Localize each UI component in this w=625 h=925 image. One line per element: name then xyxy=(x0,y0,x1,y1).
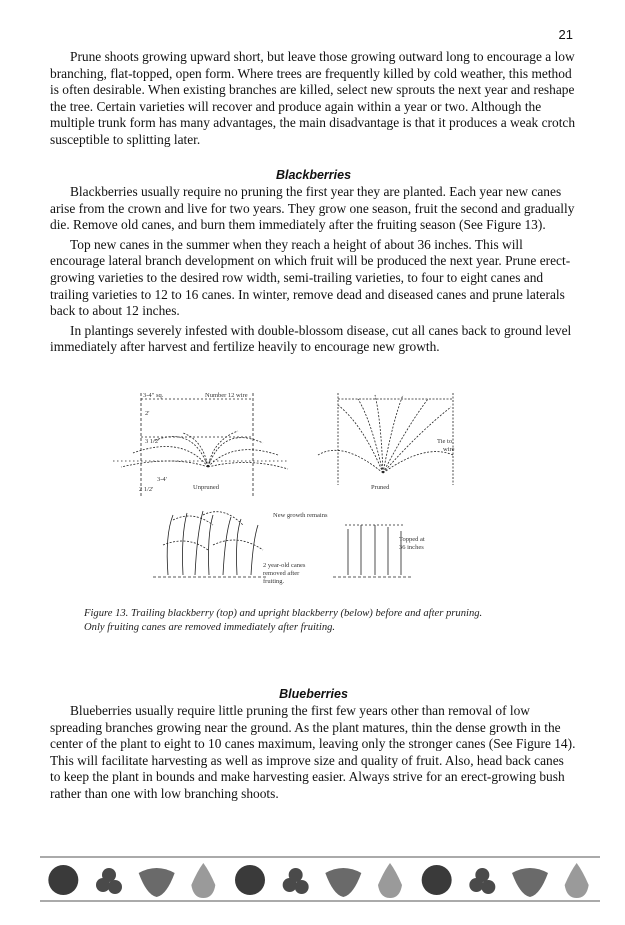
label-dim-2-5: 2 1/2' xyxy=(139,486,154,493)
pear-icon xyxy=(191,863,215,898)
label-topped-1: Topped at xyxy=(399,536,425,543)
strawberry-icon xyxy=(325,868,361,897)
cherries-icon xyxy=(96,868,122,894)
upright-pruned-plant xyxy=(333,525,413,577)
intro-paragraph: Prune shoots growing upward short, but leave those growing outward long to encourage a low branching, flat-topped, open form. Where trees are frequently killed by cold weather, this method is often desirable. When existing branches are killed, select new sprouts the next year and reshape the tree. Certain varieties will recover and produce again within a year or two. Although the multiple trunk form has many advantages, the main disadvantage is that it produces a weak crotch susceptible to splitting later. xyxy=(50,49,576,147)
apple-icon xyxy=(48,865,78,895)
label-dim-2: 2' xyxy=(145,410,150,417)
page-number: 21 xyxy=(558,27,573,42)
label-dim-3-4: 3-4' xyxy=(157,476,167,483)
upright-unpruned-plant xyxy=(153,511,268,577)
apple-icon xyxy=(422,865,452,895)
caption-line-1: Figure 13. Trailing blackberry (top) and upright blackberry (below) before and after pruning. xyxy=(84,608,483,619)
label-new-growth: New growth remains xyxy=(273,512,328,519)
label-tie-wire: wire xyxy=(443,446,455,453)
strawberry-icon xyxy=(512,868,548,897)
blueberries-heading: Blueberries xyxy=(279,687,348,701)
blueberries-text xyxy=(50,703,577,803)
label-unpruned: Unpruned xyxy=(193,484,219,491)
blackberries-paragraph-3: In plantings severely infested with double-blossom disease, cut all canes back to ground level immediately after harvest and fertilize heavily to encourage new growth. xyxy=(50,322,572,355)
figure-13-caption xyxy=(84,607,544,635)
pear-icon xyxy=(378,863,402,898)
figure-13-illustration xyxy=(113,385,513,595)
blueberries-paragraph: Blueberries usually require little pruning the first few years other than removal of low spreading branches growing near the ground. As the plant matures, thin the dense growth in the center of the plant to eight to 10 canes maximum, leaving only the stronger canes (See Figure 14). This will facilitate harvesting as well as improve size and quality of fruit. Also, head back canes to keep the plant in bounds and make harvesting easier. Always strive for an erect-growing bush rather than one with low branching shoots. xyxy=(50,703,576,801)
fruit-border-footer xyxy=(40,855,600,905)
label-removed-2: removed after xyxy=(263,570,300,577)
label-topped-2: 36 inches xyxy=(399,544,424,551)
label-wire: Number 12 wire xyxy=(205,392,248,399)
label-pruned: Pruned xyxy=(371,484,390,491)
label-removed-1: 2 year-old canes xyxy=(263,562,306,569)
blackberries-paragraph-1: Blackberries usually require no pruning the first year they are planted. Each year new canes arise from the crown and live for two years. They grow one season, fruit the second and gradually die. Remove old canes, and burn them immediately after the fruiting season (See Figure 13). xyxy=(50,184,575,233)
label-removed-3: fruiting. xyxy=(263,578,285,585)
pear-icon xyxy=(565,863,589,898)
cherries-icon xyxy=(469,868,495,894)
intro-text xyxy=(50,49,577,149)
blackberries-text xyxy=(50,184,577,356)
label-tie-to: Tie to xyxy=(437,438,453,445)
pruned-plant xyxy=(318,393,453,485)
caption-line-2: Only fruiting canes are removed immediately after fruiting. xyxy=(84,622,336,633)
label-post-size: 3-4" sq. xyxy=(143,392,164,399)
apple-icon xyxy=(235,865,265,895)
blackberries-heading: Blackberries xyxy=(275,168,352,182)
cherries-icon xyxy=(283,868,309,894)
strawberry-icon xyxy=(139,868,175,897)
blackberries-paragraph-2: Top new canes in the summer when they reach a height of about 36 inches. This will encourage lateral branch development on which fruit will be produced the next year. Prune erect-growing varieties to the desired row width, semi-trailing varieties, to four to eight canes and trailing varieties to 12 to 16 canes. In winter, remove dead and diseased canes and prune laterals back to about 12 inches. xyxy=(50,236,571,319)
label-dim-3-5: 3 1/2' xyxy=(145,438,160,445)
